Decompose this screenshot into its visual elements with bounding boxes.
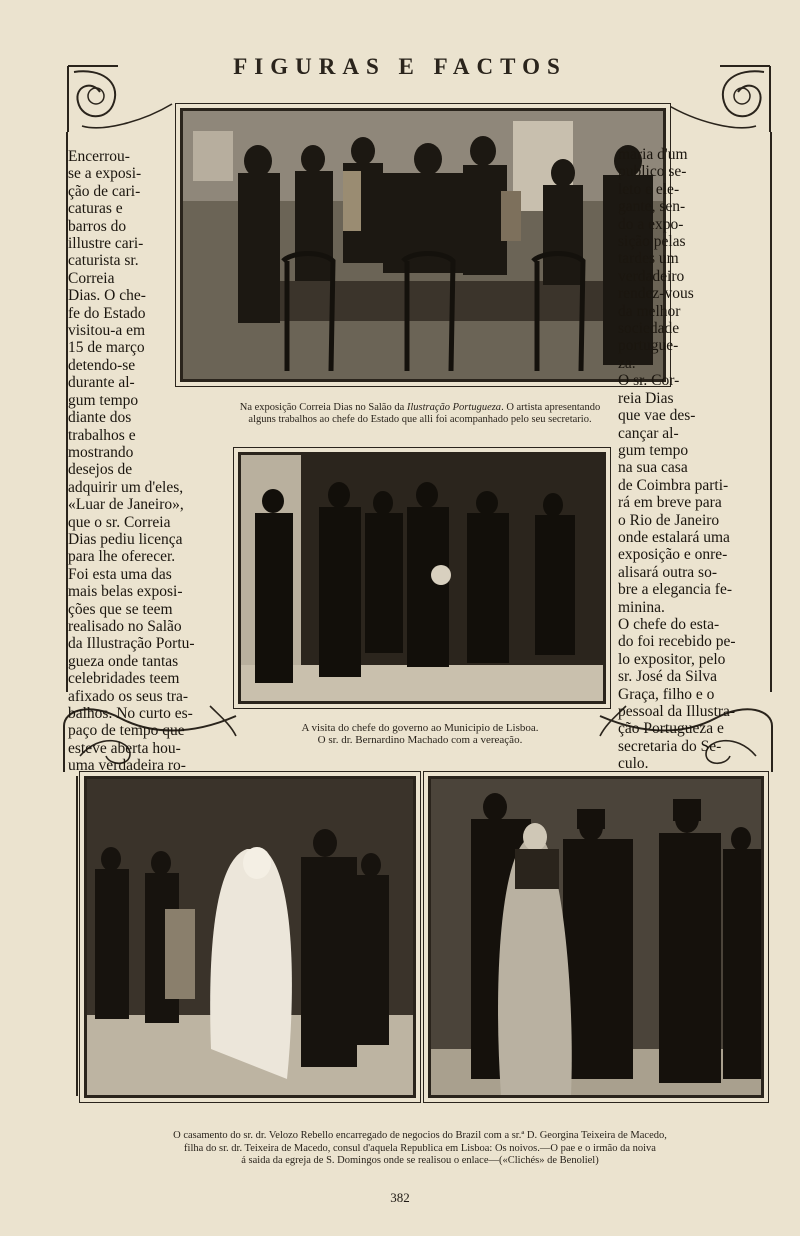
text-line: fe do Estado — [68, 304, 146, 322]
text-line: sição pelas — [618, 233, 686, 251]
text-line: 15 de março — [68, 339, 145, 357]
text-line: o Rio de Janeiro — [618, 511, 720, 529]
ornament-top-left-icon — [62, 62, 182, 142]
text-line: durante al- — [68, 374, 135, 392]
text-line: bre a elegancia fe- — [618, 581, 733, 599]
text-line: gum tempo — [618, 441, 689, 459]
text-line: onde estalará uma — [618, 528, 730, 546]
text-line: trabalhos e — [68, 426, 136, 444]
text-line: do foi recebido pe- — [618, 633, 736, 651]
text-line: verdadeiro — [618, 267, 685, 285]
text-line: celebridades teem — [68, 670, 180, 688]
page-title: FIGURAS E FACTOS — [233, 54, 567, 79]
frame-bottom-left-rule — [76, 776, 78, 1096]
text-line: diante dos — [68, 409, 132, 427]
text-line: culo. — [618, 755, 649, 773]
text-line: rá em breve para — [618, 494, 722, 512]
text-line: Encerrou- — [68, 148, 130, 165]
text-line: se a exposi- — [68, 165, 142, 183]
text-line: paço de tempo que — [68, 722, 185, 740]
text-line: que vae des- — [618, 407, 696, 425]
text-line: O chefe do esta- — [618, 615, 720, 633]
text-line: ções que se teem — [68, 600, 173, 618]
text-line: sociedade — [618, 320, 680, 338]
text-line: gante, sen- — [618, 198, 686, 216]
text-line: Graça, filho e o — [618, 685, 715, 703]
text-line: da Illustração Portu- — [68, 635, 195, 653]
article-column-left — [68, 148, 195, 775]
text-line: exposição e onre- — [618, 546, 728, 564]
text-line: da melhor — [618, 302, 681, 320]
ornament-top-right-icon — [656, 62, 776, 142]
text-line: uma verdadeira ro- — [68, 757, 186, 775]
text-line: caturista sr. — [68, 252, 139, 270]
caption-exhibition: Na exposição Correia Dias no Salão da Ilustração Portugueza. O artista apresentando alguns trabalhos ao chefe do Estado que alli foi acompanhado pelo seu secretario. — [239, 402, 601, 425]
text-line: afixado os seus tra- — [68, 687, 189, 705]
text-line: gueza onde tantas — [68, 652, 179, 670]
text-line: illustre cari- — [68, 235, 144, 253]
text-line: esteve aberta hou- — [68, 739, 181, 757]
frame-right-rule — [770, 132, 772, 692]
text-line: do a expo- — [618, 215, 684, 233]
text-line: O sr. Cor- — [618, 372, 680, 390]
text-line: para lhe oferecer. — [68, 548, 176, 566]
text-line: lo expositor, pelo — [618, 650, 726, 668]
text-line: barros do — [68, 217, 127, 235]
photo-father-brother — [428, 776, 764, 1098]
text-line: Foi esta uma das — [68, 565, 172, 583]
text-line: reia Dias — [618, 389, 674, 407]
text-line: adquirir um d'eles, — [68, 478, 184, 496]
text-line: que o sr. Correia — [68, 513, 171, 531]
text-line: publico se- — [618, 163, 687, 181]
text-line: za. — [618, 354, 636, 372]
text-line: detendo-se — [68, 356, 136, 374]
page-number: 382 — [390, 1190, 410, 1205]
text-line: rendez-vous — [618, 285, 694, 303]
text-line: caturas e — [68, 200, 123, 218]
text-line: «Luar de Janeiro», — [68, 496, 184, 514]
text-line: realisado no Salão — [68, 617, 182, 635]
text-line: alisará outra so- — [618, 563, 717, 581]
caption-wedding: O casamento do sr. dr. Velozo Rebello encarregado de negocios do Brazil com a sr.ª D. Georgina Teixeira de Macedo, filha do sr. dr. Teixeira de Macedo, consul d'aquela Republica em Lisboa: Os noivos.—O pae e o irmão da noiva á saida da egreja de S. Domingos onde se realisou o enlace—(«Clichés» de Benoliel) — [173, 1130, 667, 1166]
text-line: pessoal da Illustra- — [618, 703, 736, 720]
text-line: minina. — [618, 598, 665, 616]
text-line: mostrando — [68, 443, 134, 461]
text-line: sr. José da Silva — [618, 668, 718, 686]
text-line: ção de cari- — [68, 182, 141, 200]
text-line: Dias pediu licença — [68, 530, 183, 548]
text-line: Correia — [68, 269, 115, 287]
text-line: cançar al- — [618, 424, 679, 442]
text-line: tardes um — [618, 250, 679, 268]
text-line: visitou-a em — [68, 322, 146, 340]
text-line: balhos. No curto es- — [68, 705, 193, 722]
caption-municipio: A visita do chefe do governo ao Municipio de Lisboa. O sr. dr. Bernardino Machado com a vereação. — [301, 722, 539, 746]
photo-newlyweds — [84, 776, 416, 1098]
photo-municipio — [238, 452, 606, 704]
text-line: na sua casa — [618, 459, 688, 477]
text-line: mais belas exposi- — [68, 583, 183, 601]
text-line: de Coimbra parti- — [618, 476, 729, 494]
text-line: gum tempo — [68, 391, 139, 409]
text-line: desejos de — [68, 461, 133, 479]
photo-exhibition — [180, 108, 666, 382]
article-column-right — [618, 146, 768, 773]
text-line: Dias. O che- — [68, 287, 146, 305]
text-line: portugue- — [618, 337, 679, 355]
text-line: leto e ele- — [618, 180, 680, 198]
text-line: maria d'um — [618, 146, 688, 163]
text-line: ção Portugueza e — [618, 720, 724, 738]
text-line: secretaria do Se- — [618, 737, 722, 755]
